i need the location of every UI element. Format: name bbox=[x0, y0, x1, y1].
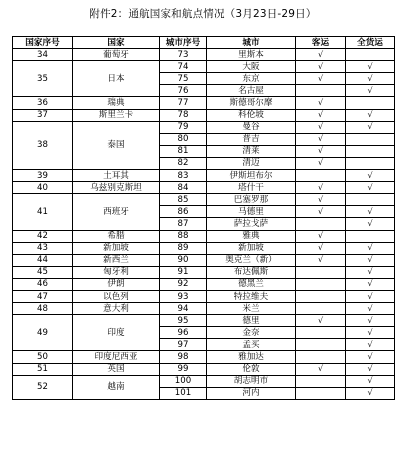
table-row bbox=[13, 351, 395, 363]
city-name-cell: 科伦坡 bbox=[207, 109, 296, 121]
passenger-check-cell: √ bbox=[296, 194, 346, 206]
table-row bbox=[13, 278, 395, 290]
table-row bbox=[13, 182, 395, 194]
table-row bbox=[13, 303, 395, 315]
passenger-check-cell: √ bbox=[296, 315, 346, 327]
table-row bbox=[13, 375, 395, 387]
cargo-check-cell: √ bbox=[346, 339, 395, 351]
passenger-check-cell bbox=[296, 339, 346, 351]
city-no-cell: 79 bbox=[160, 121, 207, 133]
city-no-cell: 81 bbox=[160, 145, 207, 157]
country-name-cell: 印度尼西亚 bbox=[73, 351, 160, 363]
country-no-cell: 37 bbox=[13, 109, 73, 121]
table-row bbox=[13, 97, 395, 109]
city-no-cell: 84 bbox=[160, 182, 207, 194]
country-name-cell: 新西兰 bbox=[73, 254, 160, 266]
passenger-check-cell bbox=[296, 266, 346, 278]
city-no-cell: 74 bbox=[160, 61, 207, 73]
passenger-check-cell: √ bbox=[296, 157, 346, 169]
country-no-cell: 46 bbox=[13, 278, 73, 290]
city-name-cell: 布达佩斯 bbox=[207, 266, 296, 278]
passenger-check-cell: √ bbox=[296, 242, 346, 254]
city-no-cell: 85 bbox=[160, 194, 207, 206]
flight-table-container bbox=[12, 36, 394, 400]
city-no-cell: 99 bbox=[160, 363, 207, 375]
country-name-cell: 瑞典 bbox=[73, 97, 160, 109]
cargo-check-cell: √ bbox=[346, 315, 395, 327]
city-name-cell: 金奈 bbox=[207, 327, 296, 339]
cargo-check-cell: √ bbox=[346, 290, 395, 302]
table-row bbox=[13, 230, 395, 242]
cargo-check-cell: √ bbox=[346, 206, 395, 218]
cargo-check-cell: √ bbox=[346, 170, 395, 182]
passenger-check-cell bbox=[296, 218, 346, 230]
city-no-cell: 73 bbox=[160, 49, 207, 61]
country-name-cell: 斯里兰卡 bbox=[73, 109, 160, 121]
city-no-cell: 77 bbox=[160, 97, 207, 109]
country-no-cell: 44 bbox=[13, 254, 73, 266]
country-no-cell: 47 bbox=[13, 290, 73, 302]
passenger-check-cell: √ bbox=[296, 206, 346, 218]
country-name-cell: 新加坡 bbox=[73, 242, 160, 254]
cargo-check-cell bbox=[346, 145, 395, 157]
passenger-check-cell bbox=[296, 290, 346, 302]
city-name-cell: 普吉 bbox=[207, 133, 296, 145]
country-no-cell: 42 bbox=[13, 230, 73, 242]
country-name-cell: 匈牙利 bbox=[73, 266, 160, 278]
city-name-cell: 米兰 bbox=[207, 303, 296, 315]
city-no-cell: 90 bbox=[160, 254, 207, 266]
city-no-cell: 83 bbox=[160, 170, 207, 182]
country-no-cell: 34 bbox=[13, 49, 73, 61]
city-no-cell: 78 bbox=[160, 109, 207, 121]
passenger-check-cell bbox=[296, 327, 346, 339]
cargo-check-cell: √ bbox=[346, 375, 395, 387]
header-row bbox=[13, 37, 395, 49]
cargo-check-cell: √ bbox=[346, 61, 395, 73]
country-name-cell: 乌兹别克斯坦 bbox=[73, 182, 160, 194]
country-name-cell: 土耳其 bbox=[73, 170, 160, 182]
city-name-cell: 斯德哥尔摩 bbox=[207, 97, 296, 109]
city-name-cell: 德黑兰 bbox=[207, 278, 296, 290]
city-name-cell: 巴塞罗那 bbox=[207, 194, 296, 206]
city-no-cell: 88 bbox=[160, 230, 207, 242]
country-no-cell: 41 bbox=[13, 194, 73, 230]
cargo-check-cell: √ bbox=[346, 73, 395, 85]
country-name-cell: 希腊 bbox=[73, 230, 160, 242]
table-row bbox=[13, 290, 395, 302]
passenger-check-cell: √ bbox=[296, 109, 346, 121]
header-city-no: 城市序号 bbox=[160, 37, 207, 49]
cargo-check-cell: √ bbox=[346, 327, 395, 339]
cargo-check-cell: √ bbox=[346, 242, 395, 254]
city-name-cell: 里斯本 bbox=[207, 49, 296, 61]
city-name-cell: 特拉维夫 bbox=[207, 290, 296, 302]
passenger-check-cell: √ bbox=[296, 73, 346, 85]
country-no-cell: 52 bbox=[13, 375, 73, 399]
table-row bbox=[13, 266, 395, 278]
table-row bbox=[13, 49, 395, 61]
city-name-cell: 伊斯坦布尔 bbox=[207, 170, 296, 182]
passenger-check-cell: √ bbox=[296, 61, 346, 73]
table-row bbox=[13, 61, 395, 73]
city-no-cell: 75 bbox=[160, 73, 207, 85]
country-no-cell: 48 bbox=[13, 303, 73, 315]
table-header bbox=[13, 37, 395, 49]
city-name-cell: 新加坡 bbox=[207, 242, 296, 254]
cargo-check-cell bbox=[346, 230, 395, 242]
country-no-cell: 50 bbox=[13, 351, 73, 363]
passenger-check-cell bbox=[296, 278, 346, 290]
country-no-cell: 45 bbox=[13, 266, 73, 278]
country-name-cell: 泰国 bbox=[73, 121, 160, 169]
cargo-check-cell: √ bbox=[346, 218, 395, 230]
country-name-cell: 日本 bbox=[73, 61, 160, 97]
country-name-cell: 以色列 bbox=[73, 290, 160, 302]
passenger-check-cell bbox=[296, 303, 346, 315]
header-passenger: 客运 bbox=[296, 37, 346, 49]
country-name-cell: 葡萄牙 bbox=[73, 49, 160, 61]
header-country-no: 国家序号 bbox=[13, 37, 73, 49]
passenger-check-cell bbox=[296, 351, 346, 363]
city-no-cell: 97 bbox=[160, 339, 207, 351]
city-no-cell: 89 bbox=[160, 242, 207, 254]
header-city: 城市 bbox=[207, 37, 296, 49]
city-no-cell: 92 bbox=[160, 278, 207, 290]
cargo-check-cell: √ bbox=[346, 351, 395, 363]
city-no-cell: 86 bbox=[160, 206, 207, 218]
passenger-check-cell bbox=[296, 375, 346, 387]
cargo-check-cell bbox=[346, 97, 395, 109]
country-name-cell: 印度 bbox=[73, 315, 160, 351]
table-row bbox=[13, 109, 395, 121]
city-no-cell: 94 bbox=[160, 303, 207, 315]
country-no-cell: 40 bbox=[13, 182, 73, 194]
city-name-cell: 清莱 bbox=[207, 145, 296, 157]
country-no-cell: 38 bbox=[13, 121, 73, 169]
city-no-cell: 80 bbox=[160, 133, 207, 145]
country-no-cell: 36 bbox=[13, 97, 73, 109]
passenger-check-cell: √ bbox=[296, 254, 346, 266]
header-country: 国家 bbox=[73, 37, 160, 49]
country-name-cell: 英国 bbox=[73, 363, 160, 375]
city-no-cell: 87 bbox=[160, 218, 207, 230]
cargo-check-cell: √ bbox=[346, 266, 395, 278]
cargo-check-cell bbox=[346, 194, 395, 206]
country-name-cell: 伊朗 bbox=[73, 278, 160, 290]
page-title: 附件2：通航国家和航点情况（3月23日-29日） bbox=[89, 8, 317, 20]
passenger-check-cell bbox=[296, 387, 346, 399]
city-no-cell: 91 bbox=[160, 266, 207, 278]
city-name-cell: 奥克兰（新） bbox=[207, 254, 296, 266]
country-no-cell: 39 bbox=[13, 170, 73, 182]
city-name-cell: 东京 bbox=[207, 73, 296, 85]
city-no-cell: 98 bbox=[160, 351, 207, 363]
city-name-cell: 伦敦 bbox=[207, 363, 296, 375]
city-name-cell: 塔什干 bbox=[207, 182, 296, 194]
city-name-cell: 马德里 bbox=[207, 206, 296, 218]
city-name-cell: 雅典 bbox=[207, 230, 296, 242]
passenger-check-cell: √ bbox=[296, 145, 346, 157]
passenger-check-cell bbox=[296, 85, 346, 97]
city-name-cell: 清迈 bbox=[207, 157, 296, 169]
city-no-cell: 76 bbox=[160, 85, 207, 97]
country-name-cell: 意大利 bbox=[73, 303, 160, 315]
passenger-check-cell: √ bbox=[296, 363, 346, 375]
city-no-cell: 82 bbox=[160, 157, 207, 169]
city-name-cell: 名古屋 bbox=[207, 85, 296, 97]
cargo-check-cell: √ bbox=[346, 363, 395, 375]
passenger-check-cell: √ bbox=[296, 133, 346, 145]
table-row bbox=[13, 254, 395, 266]
country-name-cell: 西班牙 bbox=[73, 194, 160, 230]
table-row bbox=[13, 194, 395, 206]
city-name-cell: 曼谷 bbox=[207, 121, 296, 133]
table-row bbox=[13, 315, 395, 327]
country-name-cell: 越南 bbox=[73, 375, 160, 399]
passenger-check-cell: √ bbox=[296, 121, 346, 133]
cargo-check-cell bbox=[346, 133, 395, 145]
country-no-cell: 49 bbox=[13, 315, 73, 351]
passenger-check-cell: √ bbox=[296, 97, 346, 109]
country-no-cell: 51 bbox=[13, 363, 73, 375]
city-no-cell: 96 bbox=[160, 327, 207, 339]
passenger-check-cell: √ bbox=[296, 182, 346, 194]
cargo-check-cell: √ bbox=[346, 254, 395, 266]
city-no-cell: 101 bbox=[160, 387, 207, 399]
passenger-check-cell: √ bbox=[296, 230, 346, 242]
cargo-check-cell bbox=[346, 157, 395, 169]
city-name-cell: 大阪 bbox=[207, 61, 296, 73]
country-no-cell: 35 bbox=[13, 61, 73, 97]
table-row bbox=[13, 363, 395, 375]
country-no-cell: 43 bbox=[13, 242, 73, 254]
cargo-check-cell: √ bbox=[346, 85, 395, 97]
city-name-cell: 雅加达 bbox=[207, 351, 296, 363]
passenger-check-cell: √ bbox=[296, 49, 346, 61]
city-name-cell: 德里 bbox=[207, 315, 296, 327]
cargo-check-cell: √ bbox=[346, 387, 395, 399]
city-no-cell: 93 bbox=[160, 290, 207, 302]
city-no-cell: 95 bbox=[160, 315, 207, 327]
cargo-check-cell bbox=[346, 49, 395, 61]
cargo-check-cell: √ bbox=[346, 303, 395, 315]
cargo-check-cell: √ bbox=[346, 109, 395, 121]
table-row bbox=[13, 121, 395, 133]
table-row bbox=[13, 242, 395, 254]
table-body bbox=[13, 49, 395, 400]
city-no-cell: 100 bbox=[160, 375, 207, 387]
city-name-cell: 胡志明市 bbox=[207, 375, 296, 387]
city-name-cell: 河内 bbox=[207, 387, 296, 399]
cargo-check-cell: √ bbox=[346, 121, 395, 133]
city-name-cell: 孟买 bbox=[207, 339, 296, 351]
cargo-check-cell: √ bbox=[346, 278, 395, 290]
passenger-check-cell bbox=[296, 170, 346, 182]
cargo-check-cell: √ bbox=[346, 182, 395, 194]
flight-table bbox=[12, 36, 395, 400]
header-cargo: 全货运 bbox=[346, 37, 395, 49]
table-row bbox=[13, 170, 395, 182]
city-name-cell: 萨拉戈萨 bbox=[207, 218, 296, 230]
